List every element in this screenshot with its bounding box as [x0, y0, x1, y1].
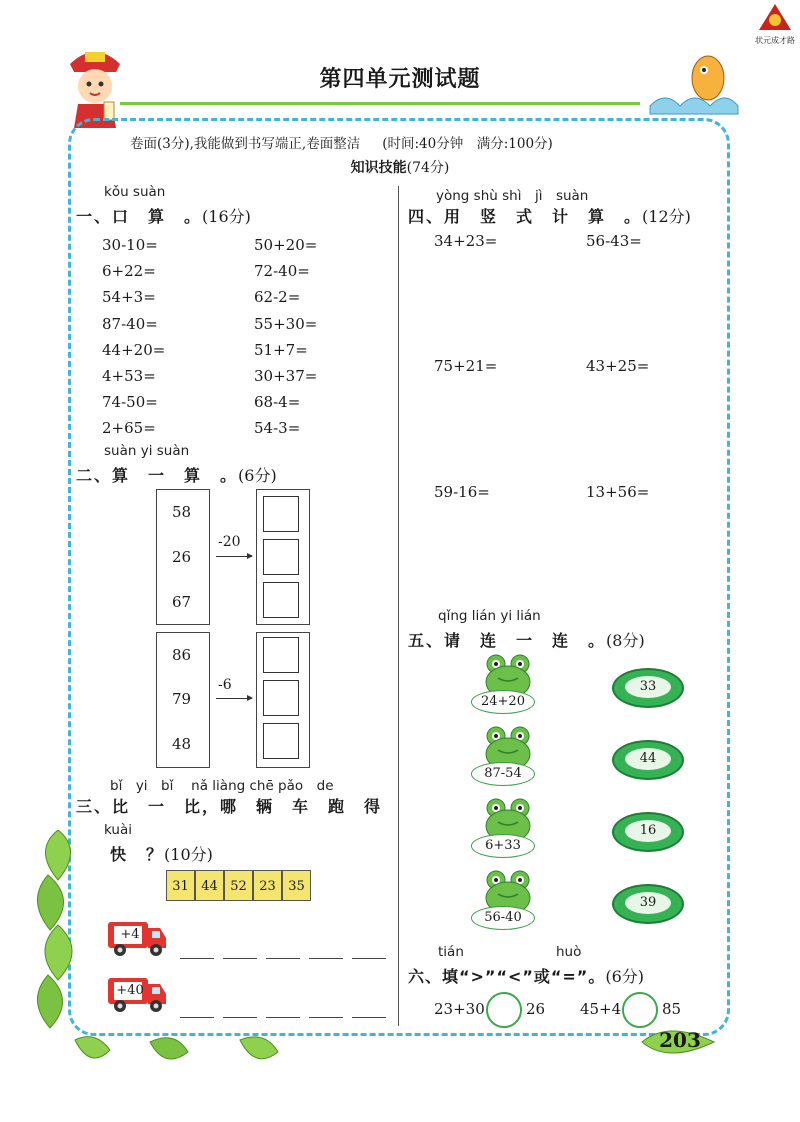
s3-heading-2	[110, 842, 213, 865]
s5-heading-text: 五、请 连 一 连 。	[408, 631, 607, 650]
s1-problem: 30+37=	[254, 367, 318, 386]
lily-pad-number: 33	[625, 676, 671, 698]
s3-number-strip	[166, 870, 311, 901]
s1-problem: 54-3=	[254, 419, 301, 438]
s1-score: (16分)	[202, 207, 251, 226]
answer-blank[interactable]	[266, 958, 300, 959]
s3-score: (10分)	[164, 845, 213, 864]
frog-equation: 87-54	[471, 762, 535, 786]
s6-pinyin-2: huò	[556, 944, 582, 960]
publisher-logo-text: 状元成才路	[755, 36, 795, 45]
answer-square[interactable]	[263, 496, 299, 532]
number-cell: 52	[224, 870, 253, 901]
s5-pinyin: qǐng lián yi lián	[438, 608, 541, 624]
lily-pad-number: 16	[625, 820, 671, 842]
s2-heading	[76, 463, 277, 486]
leaves-decoration	[28, 830, 88, 1030]
s3-pinyin: bǐ yi bǐ nǎ liàng chē pǎo de	[110, 778, 334, 794]
frog-equation: 56-40	[471, 906, 535, 930]
number-cell: 35	[282, 870, 311, 901]
s1-problem: 44+20=	[102, 340, 166, 359]
truck-1	[106, 916, 168, 958]
truck-label: +40	[116, 983, 144, 998]
s1-problem: 87-40=	[102, 314, 158, 333]
s1-problem: 54+3=	[102, 288, 156, 307]
s3-heading: 三、比 一 比，哪 辆 车 跑 得	[76, 797, 383, 816]
frog-equation: 24+20	[471, 690, 535, 714]
s4-problem: 75+21=	[434, 357, 498, 375]
s1-problem: 51+7=	[254, 340, 308, 359]
s1-heading-text: 一、口 算 。	[76, 207, 203, 226]
s1-problem: 74-50=	[102, 393, 158, 412]
s2-number: 79	[172, 690, 192, 708]
s4-pinyin: yòng shù shì jì suàn	[436, 188, 589, 204]
frog-4	[472, 868, 544, 934]
s4-heading	[408, 204, 691, 227]
compare-right: 26	[526, 1000, 546, 1018]
answer-blank[interactable]	[180, 958, 214, 959]
s3-pinyin-2: kuài	[104, 822, 132, 838]
s1-problem: 50+20=	[254, 236, 318, 254]
s2-heading-text: 二、算 一 算 。	[76, 466, 239, 485]
page-number-leaf	[638, 1020, 718, 1064]
lily-pad	[612, 884, 684, 924]
s4-problem: 13+56=	[586, 483, 650, 501]
truck-label: +4	[120, 927, 140, 942]
s1-problem: 6+22=	[102, 262, 156, 281]
answer-square[interactable]	[263, 637, 299, 673]
s4-problem: 43+25=	[586, 357, 650, 375]
s1-problem: 2+65=	[102, 419, 156, 438]
right-arrow-icon	[216, 698, 252, 699]
s1-problem: 72-40=	[254, 262, 310, 281]
s4-problem: 59-16=	[434, 483, 490, 501]
answer-square[interactable]	[263, 539, 299, 575]
s2-number: 67	[172, 593, 192, 611]
s6-pinyin-1: tián	[438, 944, 464, 960]
s6-score: (6分)	[605, 967, 644, 986]
s5-heading	[408, 628, 645, 651]
frog-1	[472, 652, 544, 718]
answer-blank[interactable]	[309, 1017, 343, 1018]
s2-score: (6分)	[238, 466, 277, 485]
number-cell: 23	[253, 870, 282, 901]
s2-number: 48	[172, 735, 192, 753]
answer-blank[interactable]	[309, 958, 343, 959]
s1-heading	[76, 204, 251, 227]
answer-square[interactable]	[263, 680, 299, 716]
s6-heading-text: 六、填“>”“<”或“=”。	[408, 967, 606, 986]
number-cell: 31	[166, 870, 195, 901]
compare-right: 85	[662, 1000, 682, 1018]
s6-heading	[408, 964, 644, 987]
truck-2	[106, 972, 168, 1014]
s1-problem: 55+30=	[254, 314, 318, 333]
s2-number: 58	[172, 503, 192, 521]
lily-pad	[612, 740, 684, 780]
compare-left: 23+30	[434, 1000, 485, 1018]
s3-heading-2-text: 快 ？	[110, 845, 165, 864]
frog-equation: 6+33	[471, 834, 535, 858]
answer-blank[interactable]	[180, 1017, 214, 1018]
s2-pinyin: suàn yi suàn	[104, 443, 190, 459]
compare-circle[interactable]	[486, 992, 522, 1028]
answer-square[interactable]	[263, 582, 299, 618]
s5-score: (8分)	[606, 631, 645, 650]
section-subtitle	[0, 157, 800, 177]
page-number: 203	[659, 1028, 701, 1052]
right-arrow-icon	[216, 556, 252, 557]
s2-number: 26	[172, 548, 192, 566]
answer-blank[interactable]	[223, 958, 257, 959]
answer-blank[interactable]	[266, 1017, 300, 1018]
s1-problem: 30-10=	[102, 236, 158, 254]
grass-leaves-decoration	[70, 1030, 370, 1070]
s4-problem: 34+23=	[434, 232, 498, 250]
header-rule	[120, 102, 640, 105]
lily-pad-number: 44	[625, 748, 671, 770]
s1-right-column	[254, 232, 317, 442]
s4-problem: 56-43=	[586, 232, 642, 250]
time-score-info: (时间:40分钟 满分:100分)	[382, 136, 553, 152]
publisher-logo	[752, 2, 798, 46]
frog-2	[472, 724, 544, 790]
number-cell: 44	[195, 870, 224, 901]
page-title: 第四单元测试题	[319, 67, 481, 92]
compare-left: 45+4	[580, 1000, 622, 1018]
s2-number: 86	[172, 646, 192, 664]
answer-blank[interactable]	[352, 1017, 386, 1018]
s1-problem: 4+53=	[102, 367, 156, 386]
answer-square[interactable]	[263, 723, 299, 759]
s4-heading-text: 四、用 竖 式 计 算 。	[408, 207, 643, 226]
s1-problem: 62-2=	[254, 288, 301, 307]
lily-pad-number: 39	[625, 892, 671, 914]
s1-pinyin: kǒu suàn	[104, 184, 166, 200]
subtitle-bold: 知识技能	[350, 160, 407, 176]
s2-op-label: -20	[218, 534, 241, 550]
lily-pad	[612, 668, 684, 708]
s4-score: (12分)	[642, 207, 691, 226]
answer-blank[interactable]	[352, 958, 386, 959]
subtitle-score: (74分)	[406, 160, 450, 176]
frog-3	[472, 796, 544, 862]
s2-op-label: -6	[218, 677, 232, 693]
neatness-note: 卷面(3分),我能做到书写端正,卷面整洁	[130, 136, 361, 152]
column-divider	[398, 186, 399, 1026]
s1-problem: 68-4=	[254, 393, 301, 412]
s1-left-column	[102, 232, 165, 442]
lily-pad	[612, 812, 684, 852]
header-info	[130, 132, 553, 152]
answer-blank[interactable]	[223, 1017, 257, 1018]
